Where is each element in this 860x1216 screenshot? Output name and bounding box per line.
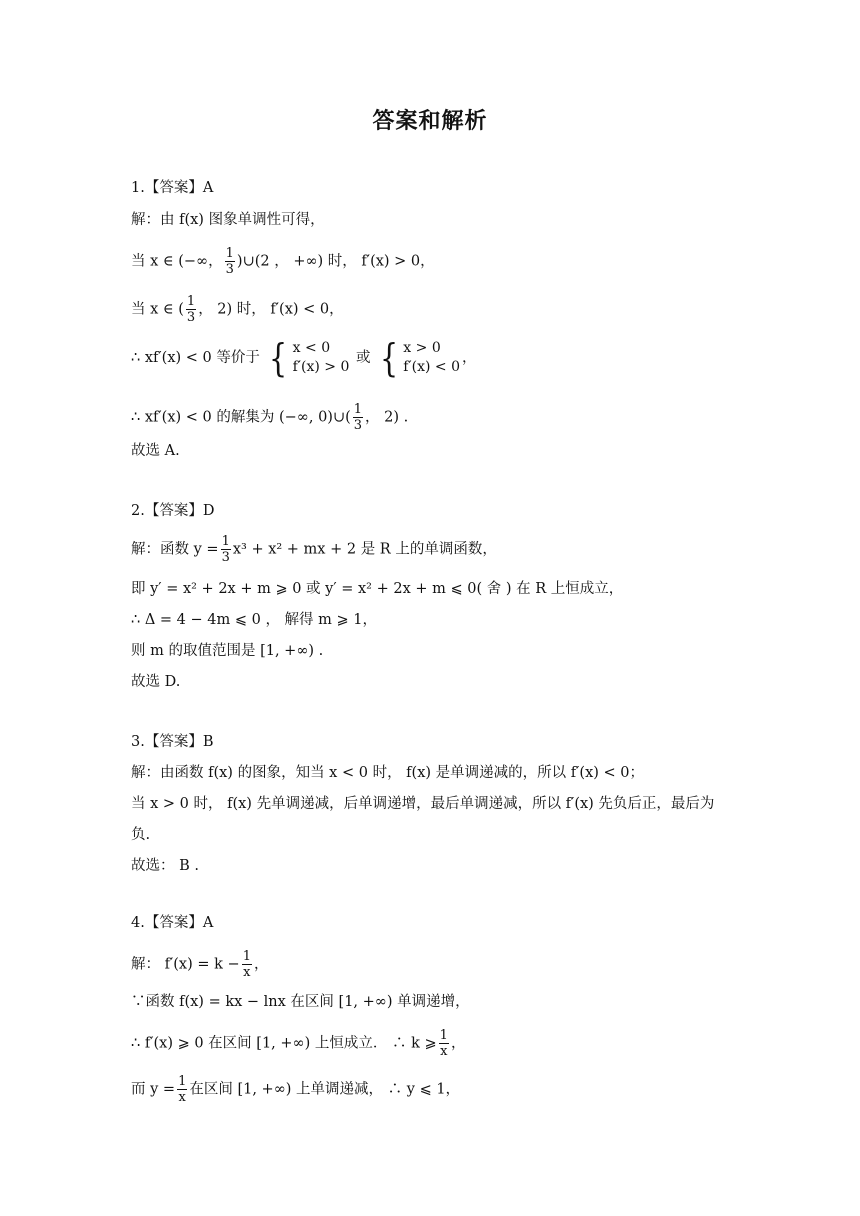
- q1-line-5-post: ， 2) .: [365, 409, 409, 426]
- fraction-numerator: 1: [353, 402, 363, 417]
- q2-answer-heading: 2.【答案】D: [131, 503, 215, 519]
- fraction-numerator: 1: [186, 294, 196, 309]
- q4-line-3-pre: ∴ f′(x) ⩾ 0 在区间 [1, +∞) 上恒成立． ∴ k ⩾: [131, 1035, 437, 1052]
- q4-line-1: [131, 950, 268, 979]
- q1-line-5-pre: ∴ xf′(x) < 0 的解集为 (−∞, 0)∪(: [131, 409, 351, 426]
- inequality-system-1: [266, 336, 350, 380]
- fraction-numerator: 1: [178, 1074, 187, 1089]
- q1-line-5-fraction: [353, 403, 363, 432]
- brace-icon: {: [380, 336, 399, 380]
- fraction-denominator: x: [440, 1044, 448, 1059]
- q2-line-5: 故选 D.: [131, 674, 181, 690]
- q1-line-4: [131, 336, 477, 380]
- system-row: x < 0: [292, 340, 331, 356]
- system-row: x > 0: [403, 340, 441, 356]
- system-row: f′(x) > 0: [292, 359, 350, 375]
- inequality-system-2: [377, 336, 461, 380]
- q4-answer-heading: 4.【答案】A: [131, 915, 214, 931]
- system-row: f′(x) < 0: [403, 359, 461, 375]
- q1-line-1: 解：由 f(x) 图象单调性可得，: [131, 212, 325, 228]
- q1-line-6: 故选 A.: [131, 443, 180, 459]
- q1-line-2: [131, 247, 435, 276]
- q1-line-3-pre: 当 x ∈ (: [131, 301, 184, 318]
- q1-line-2-pre: 当 x ∈ (−∞，: [131, 253, 223, 270]
- q1-line-4-pre: ∴ xf′(x) < 0 等价于: [131, 350, 260, 366]
- fraction-denominator: 3: [225, 262, 234, 277]
- q1-line-4-mid: 或: [356, 350, 371, 366]
- q1-line-5: [131, 403, 408, 432]
- q4-line-1-pre: 解： f′(x) = k −: [131, 956, 240, 973]
- q2-line-1: [131, 535, 497, 564]
- q2-line-1-fraction: [221, 535, 231, 564]
- fraction-denominator: 3: [353, 418, 363, 433]
- fraction-numerator: 1: [242, 949, 251, 964]
- q4-line-1-fraction: [242, 950, 252, 979]
- q4-line-3-fraction: [439, 1029, 449, 1058]
- fraction-numerator: 1: [225, 246, 234, 261]
- q1-line-3-fraction: [186, 295, 196, 324]
- q3-answer-heading: 3.【答案】B: [131, 734, 214, 750]
- page-title: 答案和解析: [372, 109, 488, 134]
- q2-line-3: ∴ Δ = 4 − 4m ⩽ 0 ， 解得 m ⩾ 1，: [131, 612, 378, 628]
- q1-line-3-post: ， 2) 时， f′(x) < 0，: [198, 301, 344, 318]
- q1-line-3: [131, 295, 344, 324]
- q4-line-3-post: ，: [450, 1035, 466, 1052]
- brace-icon: {: [269, 336, 288, 380]
- fraction-denominator: x: [243, 965, 251, 980]
- fraction-denominator: x: [178, 1090, 186, 1105]
- q2-line-1-pre: 解：函数 y =: [131, 541, 219, 558]
- q1-line-2-fraction: [225, 247, 235, 276]
- q4-line-4-pre: 而 y =: [131, 1081, 176, 1098]
- q1-line-2-post: )∪(2 ， +∞) 时， f′(x) > 0，: [236, 253, 435, 270]
- q3-line-1: 解：由函数 f(x) 的图象，知当 x < 0 时， f(x) 是单调递减的，所以 f′(x) < 0；: [131, 765, 644, 781]
- q1-line-4-post: ，: [462, 350, 477, 366]
- q4-line-3: [131, 1029, 465, 1058]
- fraction-denominator: 3: [221, 550, 230, 565]
- q2-line-2: 即 y′ = x² + 2x + m ⩾ 0 或 y′ = x² + 2x + m ⩽ 0( 舍 ) 在 R 上恒成立，: [131, 581, 624, 597]
- q3-line-4: 故选： B .: [131, 858, 199, 874]
- q2-line-4: 则 m 的取值范围是 [1, +∞) .: [131, 643, 324, 659]
- q1-answer-heading: 1.【答案】A: [131, 180, 214, 196]
- q4-line-4-fraction: [177, 1075, 187, 1104]
- fraction-numerator: 1: [221, 534, 230, 549]
- q3-line-3: 负.: [131, 827, 151, 843]
- q2-line-1-post: x³ + x² + mx + 2 是 R 上的单调函数，: [232, 541, 497, 558]
- fraction-denominator: 3: [186, 310, 196, 325]
- q4-line-4: [131, 1075, 460, 1104]
- q4-line-1-post: ，: [253, 956, 269, 973]
- q3-line-2: 当 x > 0 时， f(x) 先单调递减，后单调递增，最后单调递减，所以 f′(x) 先负后正，最后为: [131, 796, 715, 812]
- fraction-numerator: 1: [439, 1028, 448, 1043]
- q4-line-4-post: 在区间 [1, +∞) 上单调递减， ∴ y ⩽ 1，: [189, 1081, 461, 1098]
- q4-line-2: ∵函数 f(x) = kx − lnx 在区间 [1, +∞) 单调递增，: [131, 994, 470, 1010]
